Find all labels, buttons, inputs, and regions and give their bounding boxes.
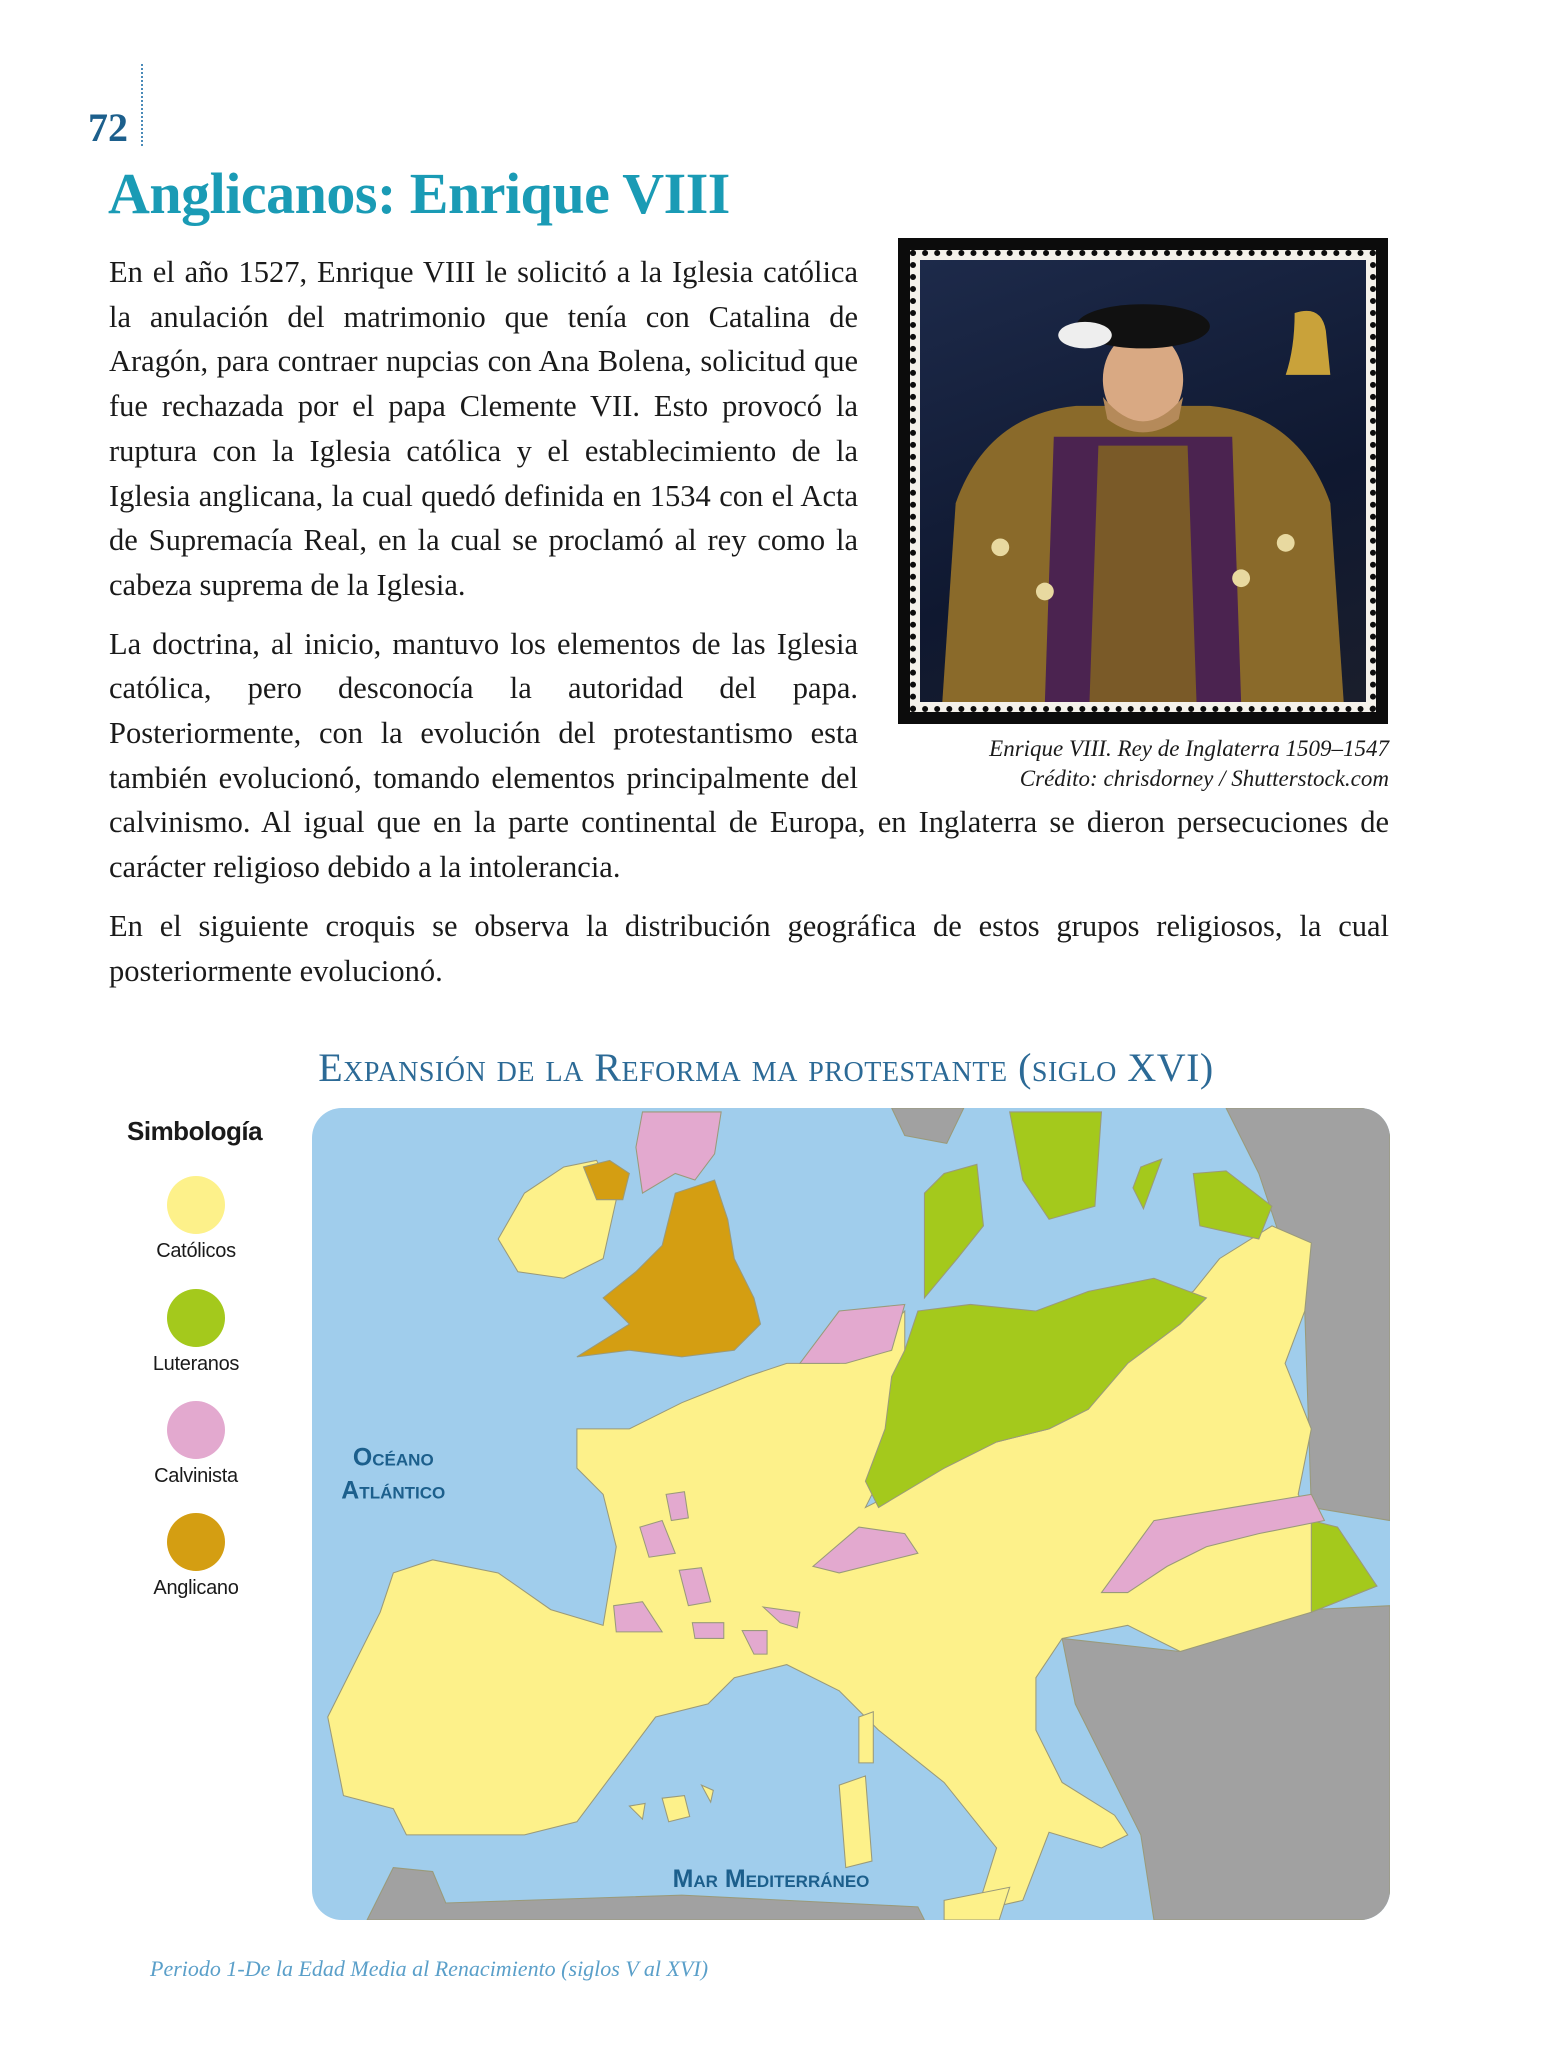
label-atlantic-ocean-2: Atlántico — [341, 1476, 446, 1505]
caption-credit: Crédito: chrisdorney / Shutterstock.com — [1019, 766, 1389, 791]
region-lutheran-transylvania — [1311, 1521, 1377, 1613]
region-other-southeast — [1062, 1606, 1390, 1920]
page-footer: Periodo 1-De la Edad Media al Renacimiento (siglos V al XVI) — [150, 1956, 709, 1981]
legend-item-anglicano — [136, 1513, 256, 1600]
region-lutheran-island — [1133, 1159, 1162, 1209]
paragraph: En el año 1527, Enrique VIII le solicitó a la Iglesia católica la anulación del matrimonio que tenía con Catalina de Aragón, para contraer nupcias con Ana Bolena, solicitud que fue rechazada por el papa Clemente VII. Esto provocó la ruptura con la Iglesia católica y el establecimiento de la Iglesia anglicana, la cual quedó definida en 1534 con el Acta de Supremacía Real, en la cual se proclamó al rey como la cabeza suprema de la Iglesia. — [109, 255, 858, 602]
legend-label: Anglicano — [153, 1577, 239, 1599]
paragraph: La doctrina, al inicio, mantuvo los elementos de las Iglesia católica, pero desconocía la autoridad del papa. Posteriormente, con la evolución del protestantismo esta también evolucionó, tomando elementos principalmente del calvinismo. Al igual que en la parte continental de Europa, en Inglaterra se dieron persecuciones de carácter religioso debido a la intolerancia. — [109, 626, 1389, 885]
page-number: 72 — [88, 105, 128, 150]
label-atlantic-ocean-1: Océano — [352, 1443, 434, 1472]
region-calvinist-scotland — [636, 1112, 721, 1193]
region-catholic-corsica — [859, 1712, 873, 1763]
legend-swatch — [167, 1513, 225, 1571]
legend-swatch — [167, 1289, 225, 1347]
region-lutheran-baltic — [1193, 1171, 1272, 1239]
label-mediterranean-sea: Mar Mediterráneo — [672, 1865, 870, 1894]
legend-title: Simbología — [127, 1116, 263, 1146]
figure-caption — [898, 734, 1403, 794]
europe-reformation-map — [312, 1108, 1390, 1920]
page-title: Anglicanos: Enrique VIII — [108, 161, 730, 226]
dotted-divider — [141, 64, 143, 146]
region-catholic-balearic — [629, 1785, 713, 1822]
paragraph: En el siguiente croquis se observa la distribución geográfica de estos grupos religiosos, la cual posteriormente evolucionó. — [109, 908, 1389, 988]
legend-item-catolicos — [136, 1176, 256, 1263]
legend-label: Católicos — [156, 1240, 236, 1262]
henry-viii-stamp-image — [898, 238, 1388, 724]
region-lutheran-sweden — [1010, 1112, 1102, 1219]
region-catholic-sicily — [944, 1887, 1010, 1920]
portrait-painting — [920, 260, 1366, 702]
map-title: Expansión de la Reforma ma protestante (siglo XVI) — [318, 1045, 1214, 1090]
legend-item-calvinista — [136, 1401, 256, 1488]
legend-label: Luteranos — [152, 1353, 240, 1375]
region-lutheran-denmark — [924, 1164, 983, 1298]
legend-swatch — [167, 1401, 225, 1459]
stamp-figure — [898, 238, 1403, 791]
legend-item-luteranos — [136, 1289, 256, 1376]
legend-swatch — [167, 1176, 225, 1234]
caption-text: Enrique VIII. Rey de Inglaterra 1509–1547 — [989, 736, 1389, 761]
region-catholic-sardinia — [839, 1776, 872, 1868]
region-other-norway — [892, 1108, 964, 1143]
legend-label: Calvinista — [154, 1465, 238, 1487]
body-text — [109, 250, 1389, 1007]
